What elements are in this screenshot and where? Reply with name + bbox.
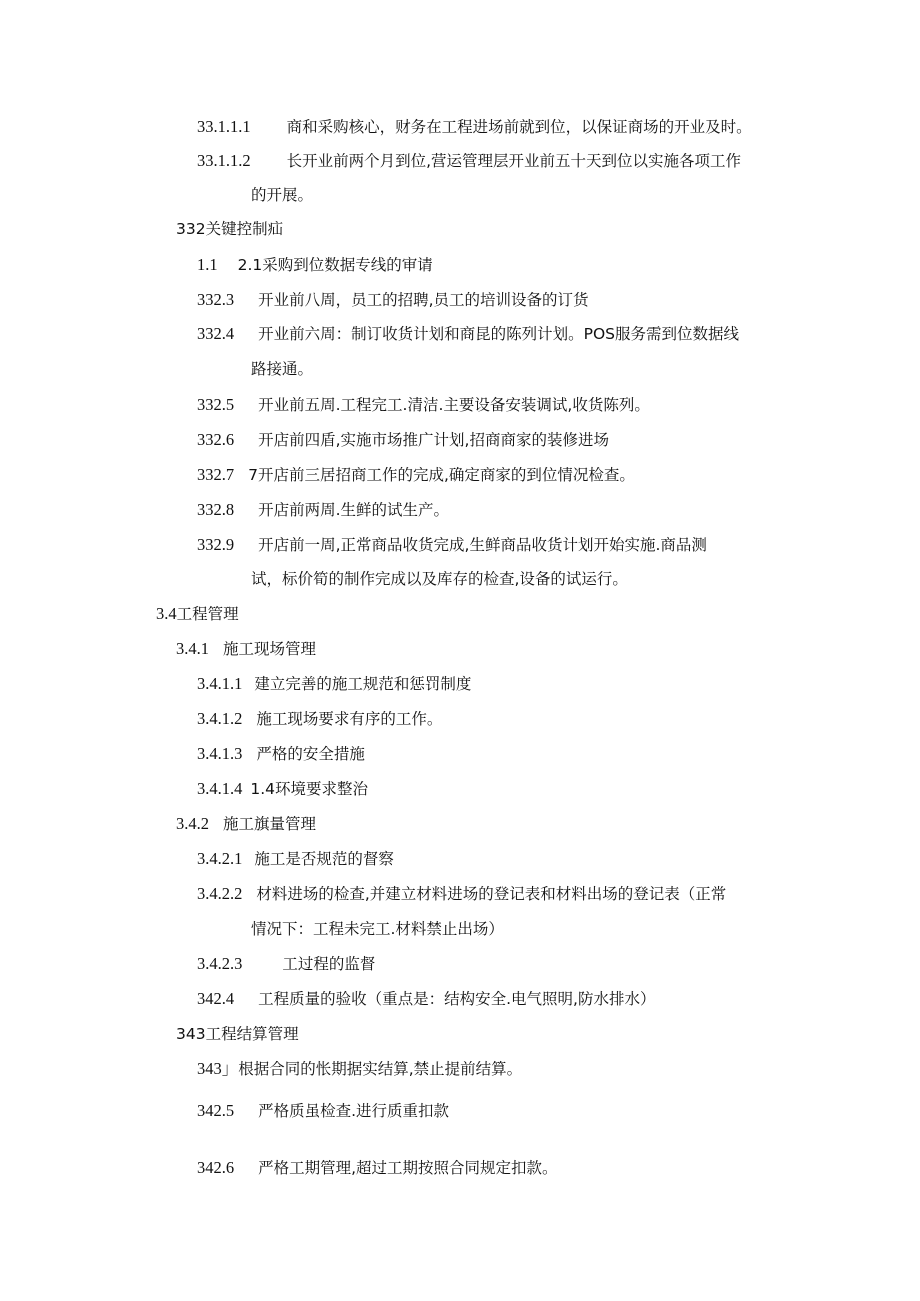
line-text: 工过程的监督 (282, 955, 376, 973)
heading-text: 343工程结算管理 (176, 1025, 299, 1043)
line-text: 工程质量的验收（重点是：结构安全.电气照明,防水排水） (258, 990, 656, 1008)
line-text: 开店前一周,正常商品收货完成,生鲜商品收货计划开始实施.商品测 (258, 536, 707, 554)
line-332-3 (197, 289, 589, 311)
line-332-6 (197, 429, 609, 451)
line-3-4-2-1 (197, 848, 394, 870)
line-3-4-1-2 (197, 708, 442, 730)
line-3-4-1-3 (197, 743, 365, 765)
line-343-1 (197, 1058, 522, 1080)
line-33-1-1-2 (197, 150, 741, 172)
section-number: 332.8 (197, 500, 235, 519)
line-text: 施工旗量管理 (223, 815, 317, 833)
line-3-4-1 (176, 638, 316, 660)
section-number: 33.1.1.1 (197, 117, 251, 136)
section-number: 342.5 (197, 1101, 235, 1120)
line-3-4-1-1 (197, 673, 471, 695)
section-number: 3.4.1.4 (197, 779, 243, 798)
section-number: 332.6 (197, 430, 235, 449)
section-number: 3.4.2 (176, 814, 209, 833)
line-342-6 (197, 1157, 558, 1179)
line-text: 的开展。 (251, 186, 314, 204)
section-number: 332.7 (197, 465, 235, 484)
heading-text: 工程管理 (176, 605, 239, 623)
section-number: 33.1.1.2 (197, 151, 251, 170)
section-number: 332.5 (197, 395, 235, 414)
line-332-4 (197, 323, 739, 345)
line-342-4 (197, 988, 655, 1010)
line-332-7 (197, 464, 635, 486)
line-text: 严格质虽检查.进行质重扣款 (258, 1102, 450, 1120)
section-number: 3.4.2.3 (197, 954, 243, 973)
line-heading-343 (176, 1023, 299, 1045)
line-text: 1.4环境要求整治 (250, 780, 369, 798)
line-continuation (251, 568, 628, 590)
line-continuation (251, 918, 504, 940)
heading-text: 332关键控制疝 (176, 220, 284, 238)
line-text: 开业前五周.工程完工.清洁.主要设备安装调试,收货陈列。 (258, 396, 650, 414)
line-text: 商和采购核心，财务在工程进场前就到位，以保证商场的开业及时。 (286, 118, 752, 136)
section-number: 342.6 (197, 1158, 235, 1177)
line-text: 长开业前两个月到位,营运管理层开业前五十天到位以实施各项工作 (286, 152, 742, 170)
line-332-8 (197, 499, 449, 521)
line-text: 情况下：工程未完工.材料禁止出场） (251, 920, 504, 938)
line-text: 施工现场要求有序的工作。 (256, 710, 443, 728)
line-text: 施工现场管理 (223, 640, 317, 658)
line-text: 严格工期管理,超过工期按照合同规定扣款。 (258, 1159, 558, 1177)
line-332-5 (197, 394, 650, 416)
line-3-4-2-3 (197, 953, 375, 975)
line-text: 施工是否规范的督察 (254, 850, 394, 868)
line-text: 2.1采购到位数据专线的审请 (237, 256, 433, 274)
line-text: 严格的安全措施 (256, 745, 365, 763)
section-number: 332.9 (197, 535, 235, 554)
line-text: 开业前六周：制订收货计划和商昆的陈列计划。POS服务需到位数据线 (258, 325, 740, 343)
line-text: 根据合同的怅期据实结算,禁止提前结算。 (238, 1060, 523, 1078)
line-text: 开店前四盾,实施市场推广计划,招商商家的装修进场 (258, 431, 609, 449)
line-3-4-1-4 (197, 778, 368, 800)
line-33-1-1-1 (197, 116, 752, 138)
section-number: 342.4 (197, 989, 235, 1008)
line-text: 试，标价筍的制作完成以及库存的检查,设备的试运行。 (251, 570, 628, 588)
line-3-4-2 (176, 813, 316, 835)
line-3-4 (156, 603, 239, 625)
line-continuation (251, 184, 313, 206)
section-number: 332.4 (197, 324, 235, 343)
section-number: 3.4.1.1 (197, 674, 243, 693)
line-text: 材料进场的检查,并建立材料进场的登记表和材料出场的登记表（正常 (256, 885, 727, 903)
section-number: 3.4.2.1 (197, 849, 243, 868)
line-text: 路接通。 (251, 360, 314, 378)
line-3-4-2-2 (197, 883, 726, 905)
line-342-5 (197, 1100, 449, 1122)
section-number: 3.4.1.3 (197, 744, 243, 763)
line-text: 开店前两周.生鲜的试生产。 (258, 501, 450, 519)
line-heading-332 (176, 218, 283, 240)
section-number: 3.4.1 (176, 639, 209, 658)
section-number: 343」 (197, 1059, 239, 1078)
line-332-9 (197, 534, 707, 556)
section-number: 3.4.1.2 (197, 709, 243, 728)
line-text: 7开店前三居招商工作的完成,确定商家的到位情况检查。 (248, 466, 635, 484)
section-number: 332.3 (197, 290, 235, 309)
section-number: 1.1 (197, 255, 218, 274)
line-text: 开业前八周，员工的招聘,员工的培训设备的订货 (258, 291, 589, 309)
line-continuation (251, 358, 313, 380)
section-number: 3.4 (156, 604, 177, 623)
line-text: 建立完善的施工规范和惩罚制度 (254, 675, 472, 693)
line-1-1 (197, 254, 433, 276)
section-number: 3.4.2.2 (197, 884, 243, 903)
